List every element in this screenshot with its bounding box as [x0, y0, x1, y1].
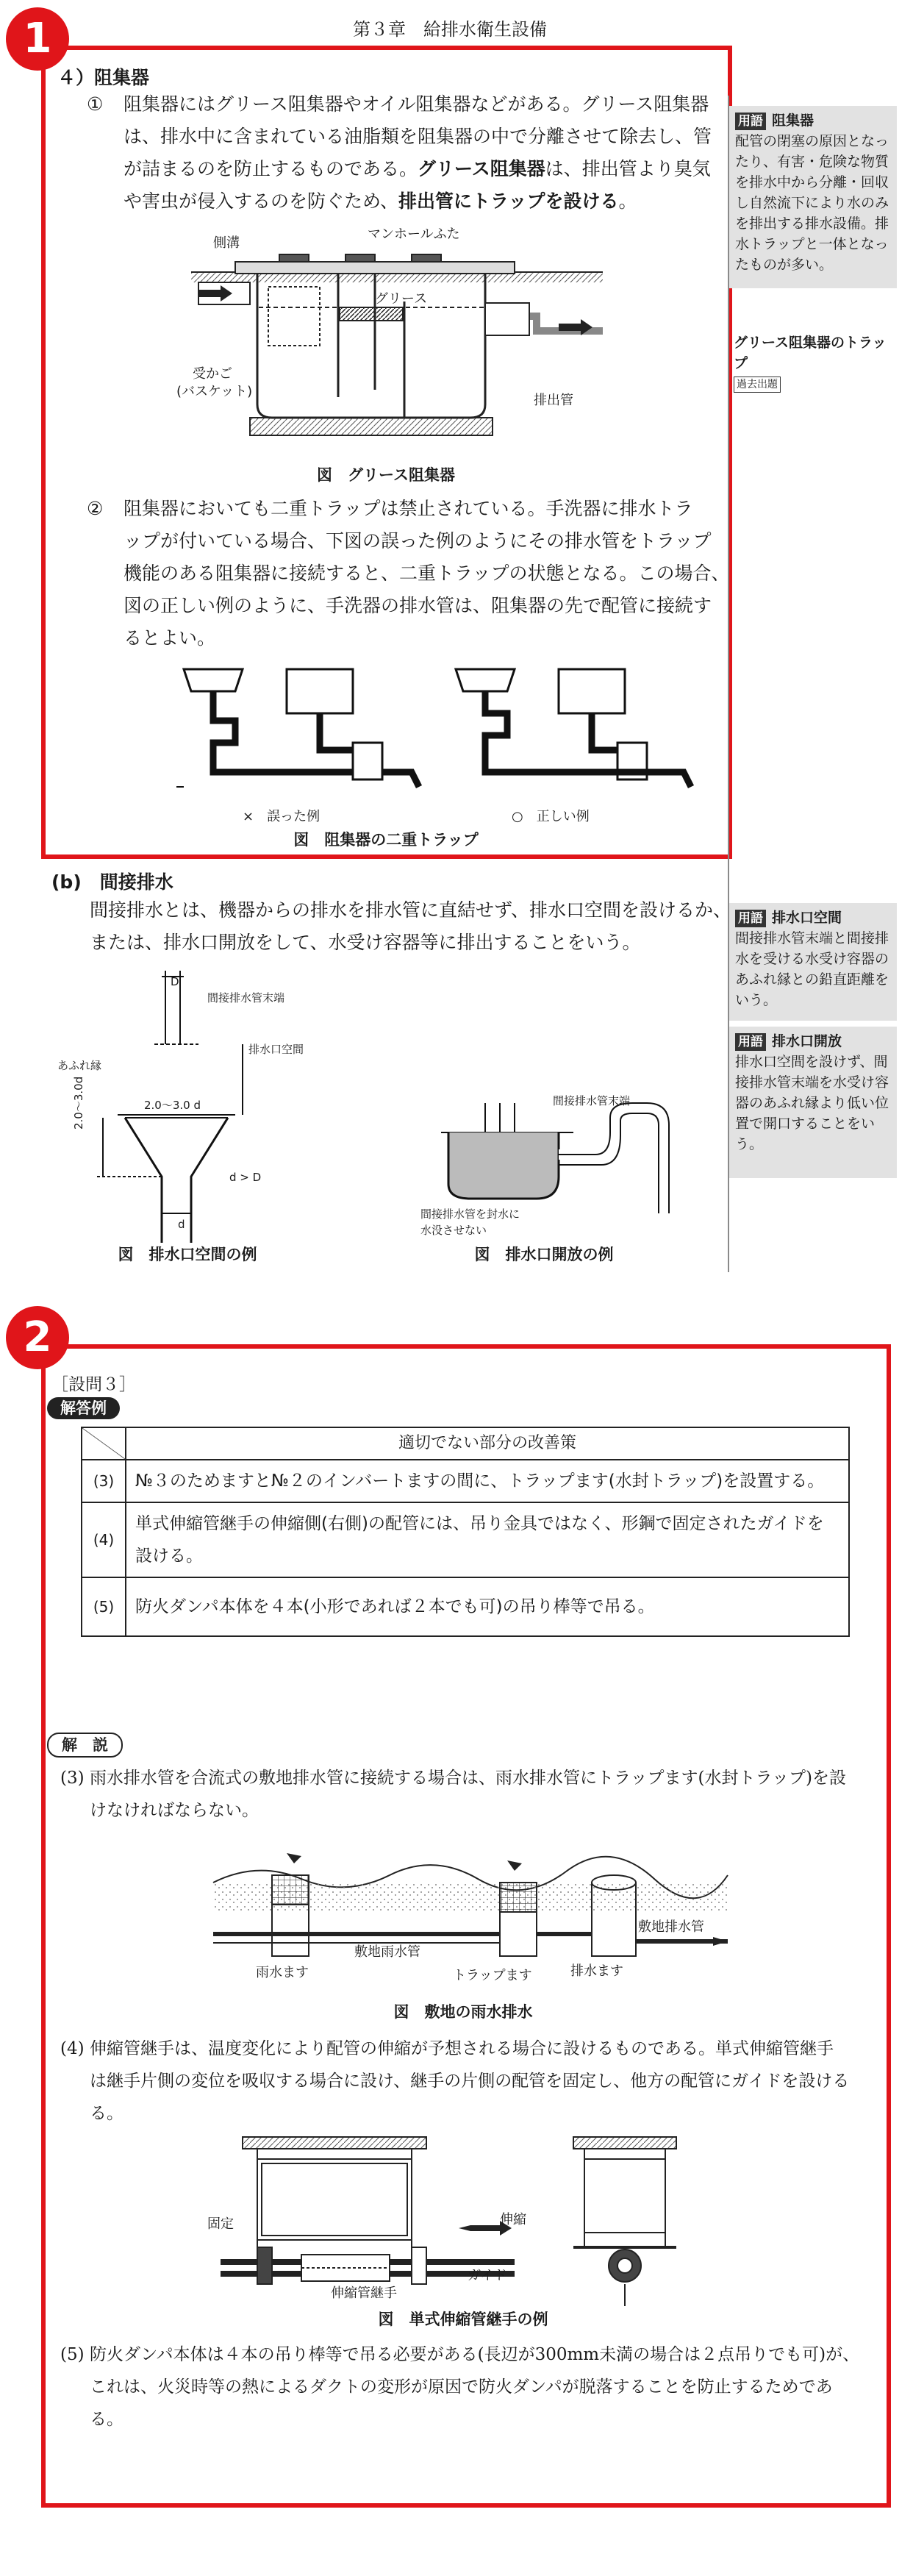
item1-line-3-text: が詰まるのを防止するものである。 — [123, 158, 418, 179]
exp5-line-1: 防火ダンパ本体は４本の吊り棒等で吊る必要がある(長辺が300mm未満の場合は２点吊りでも可)が、 — [90, 2345, 860, 2364]
fig-right-caption: 図 排水口開放の例 — [474, 1246, 614, 1263]
table-row — [82, 1577, 849, 1636]
answer-table — [81, 1427, 850, 1637]
table-row — [82, 1460, 849, 1502]
fig3-label-site-rain-pipe: 敷地雨水管 — [354, 1944, 420, 1960]
exp5-num: (5) — [60, 2345, 85, 2364]
exp5-line-3: る。 — [90, 2410, 123, 2429]
fig1-label-basket-sub: (バスケット) — [176, 384, 253, 399]
item1-line-1: 阻集器にはグリース阻集器やオイル阻集器などがある。グリース阻集器 — [123, 93, 709, 115]
explain-pill: 解 説 — [47, 1733, 123, 1758]
exp3-line-1: 雨水排水管を合流式の敷地排水管に接続する場合は、雨水排水管にトラップます(水封トラップ)を設 — [90, 1769, 847, 1788]
note1-title: 阻集器 — [772, 113, 814, 129]
fig1-caption: 図 グリース阻集器 — [317, 466, 455, 484]
item1-line-4 — [123, 185, 637, 218]
fig2-caption: 図 阻集器の二重トラップ — [293, 831, 479, 849]
section1-heading: ４）阻集器 — [57, 67, 150, 88]
fig-left-cond: d > D — [229, 1171, 262, 1184]
fig3-caption: 図 敷地の雨水排水 — [393, 2003, 533, 2021]
answer-pill: 解答例 — [47, 1397, 120, 1419]
fig1-label-basket: 受かご — [193, 366, 232, 382]
fig3-label-drain-box: 排水ます — [570, 1963, 623, 1979]
answer-table-corner — [82, 1427, 126, 1460]
item1-line-2: は、排水中に含まれている油脂類を阻集器の中で分離させて除去し、管 — [123, 126, 712, 147]
question-label: ［設問３］ — [51, 1375, 136, 1394]
section-b-heading: (b) 間接排水 — [51, 871, 173, 893]
answer-table-header-row — [82, 1427, 849, 1460]
grease-interceptor-diagram — [191, 221, 603, 471]
fig-left-rim: あふれ縁 — [57, 1059, 102, 1072]
drain-open-diagram — [426, 1103, 691, 1213]
note3-title: 排水口開放 — [772, 1033, 842, 1049]
section-b-line-1: 間接排水とは、機器からの排水を排水管に直結せず、排水口空間を設けるか、 — [90, 899, 732, 921]
table-row-text: №３のためますと№２のインバートますの間に、トラップます(水封トラップ)を設置する。 — [126, 1460, 849, 1502]
item2-line-4: 図の正しい例のように、手洗器の排水管は、阻集器の先で配管に接続す — [123, 595, 712, 616]
note2-tag: 用語 — [735, 910, 766, 927]
fig1-label-outlet: 排出管 — [534, 393, 573, 408]
fig-right-note1: 間接排水管を封水に — [420, 1207, 520, 1221]
fig4-label-joint: 伸縮管継手 — [331, 2286, 397, 2301]
fig1-label-side-ditch: 側溝 — [213, 235, 240, 251]
table-row-num: (5) — [82, 1577, 126, 1636]
note1-body: 配管の閉塞の原因となったり、有害・危険な物質を排水中から分離・回収し自然流下により水のみを排出する排水設備。排水トラップと一体となったものが多い。 — [735, 133, 889, 273]
fig1-label-grease: グリース — [375, 291, 428, 307]
note2-title: 排水口空間 — [772, 910, 842, 926]
table-row-num: (4) — [82, 1502, 126, 1577]
item1-line-3-end: は、排出管より臭気 — [545, 158, 711, 179]
note1-past — [734, 377, 781, 393]
fig3-label-rain-box: 雨水ます — [256, 1965, 309, 1980]
note2-body: 間接排水管末端と間接排水を受ける水受け容器のあふれ縁との鉛直距離をいう。 — [735, 930, 889, 1008]
item2-line-3: 機能のある阻集器に接続すると、二重トラップの状態となる。この場合、 — [123, 563, 730, 584]
fig4-caption: 図 単式伸縮管継手の例 — [378, 2311, 548, 2328]
item1-line-4-end: 。 — [618, 190, 637, 212]
exp3-line-2: けなければならない。 — [90, 1801, 259, 1820]
table-row-num: (3) — [82, 1460, 126, 1502]
note3-title-row — [735, 1031, 891, 1052]
item2-marker: ② — [87, 498, 104, 519]
item2-line-2: ップが付いている場合、下図の誤った例のようにその排水管をトラップ — [123, 530, 712, 552]
sidebar-note-1 — [729, 106, 897, 288]
table-row — [82, 1502, 849, 1577]
note3-tag: 用語 — [735, 1033, 766, 1051]
item1-line-4-start: や害虫が侵入するのを防ぐため、 — [123, 190, 399, 212]
fig-right-note2: 水没させない — [420, 1224, 487, 1237]
item2-line-5: るとよい。 — [123, 627, 216, 649]
exp5-line-2: これは、火災時等の熱によるダクトの変形が原因で防火ダンパが脱落することを防止するためであ — [90, 2377, 833, 2397]
exp3-num: (3) — [60, 1769, 85, 1788]
item1-line-3 — [123, 153, 711, 185]
fig-left-ratio: 2.0〜3.0 d — [144, 1099, 201, 1112]
double-trap-diagram — [176, 662, 691, 809]
fig4-label-expansion: 伸縮 — [500, 2212, 526, 2227]
fig4-label-fixed: 固定 — [207, 2216, 234, 2232]
exp4-line-2: は継手片側の変位を吸収する場合に設け、継手の片側の配管を固定し、他方の配管にガイドを設ける — [90, 2072, 850, 2091]
exp4-num: (4) — [60, 2039, 85, 2058]
chapter-title: 第３章 給排水衛生設備 — [353, 19, 547, 40]
note1-past-tag: 過去出題 — [734, 377, 781, 393]
badge-2: 2 — [6, 1306, 69, 1369]
fig2-label-right: ○ 正しい例 — [512, 809, 590, 824]
fig3-label-site-drain-pipe: 敷地排水管 — [638, 1919, 704, 1935]
sidebar-note-2 — [729, 903, 897, 1021]
item1-bold-a: グリース阻集器 — [418, 158, 545, 179]
fig2-label-wrong: × 誤った例 — [243, 809, 321, 824]
table-row-text: 防火ダンパ本体を４本(小形であれば２本でも可)の吊り棒等で吊る。 — [126, 1577, 849, 1636]
table-row-text: 単式伸縮管継手の伸縮側(右側)の配管には、吊り金具ではなく、形鋼で固定されたガイドを設ける。 — [126, 1502, 849, 1577]
fig-left-caption: 図 排水口空間の例 — [118, 1246, 257, 1263]
fig-left-ratio-v: 2.0〜3.0d — [72, 1076, 85, 1130]
item1-marker: ① — [87, 93, 104, 115]
fig-right-pipe-end: 間接排水管末端 — [553, 1094, 631, 1107]
fig-left-pipe-end: 間接排水管末端 — [207, 991, 285, 1005]
sidebar-note-3 — [729, 1027, 897, 1178]
fig3-label-trap-box: トラップます — [453, 1968, 532, 1983]
answer-table-header: 適切でない部分の改善策 — [126, 1427, 849, 1460]
exp4-line-3: る。 — [90, 2104, 123, 2123]
note1-tag: 用語 — [735, 113, 766, 130]
fig-left-D: D — [171, 975, 179, 988]
badge-1: 1 — [6, 7, 69, 71]
section-b-line-2: または、排水口開放をして、水受け容器等に排出することをいう。 — [90, 932, 641, 953]
item1-bold-b: 排出管にトラップを設ける — [398, 190, 619, 212]
exp4-line-1: 伸縮管継手は、温度変化により配管の伸縮が予想される場合に設けるものである。単式伸縮管継手 — [90, 2039, 834, 2058]
fig-left-d: d — [178, 1218, 185, 1231]
note1-extra: グリース阻集器のトラップ — [734, 335, 887, 371]
item2-line-1: 阻集器においても二重トラップは禁止されている。手洗器に排水トラ — [123, 498, 693, 519]
note2-title-row — [735, 907, 891, 928]
fig-left-space: 排水口空間 — [248, 1043, 304, 1056]
note3-body: 排水口空間を設けず、間接排水管末端を水受け容器のあふれ縁より低い位置で開口することをいう。 — [735, 1054, 889, 1152]
fig1-label-manhole: マンホールふた — [368, 226, 460, 242]
note1-title-row — [735, 110, 891, 131]
fig4-label-guide: ガイド — [468, 2268, 507, 2283]
